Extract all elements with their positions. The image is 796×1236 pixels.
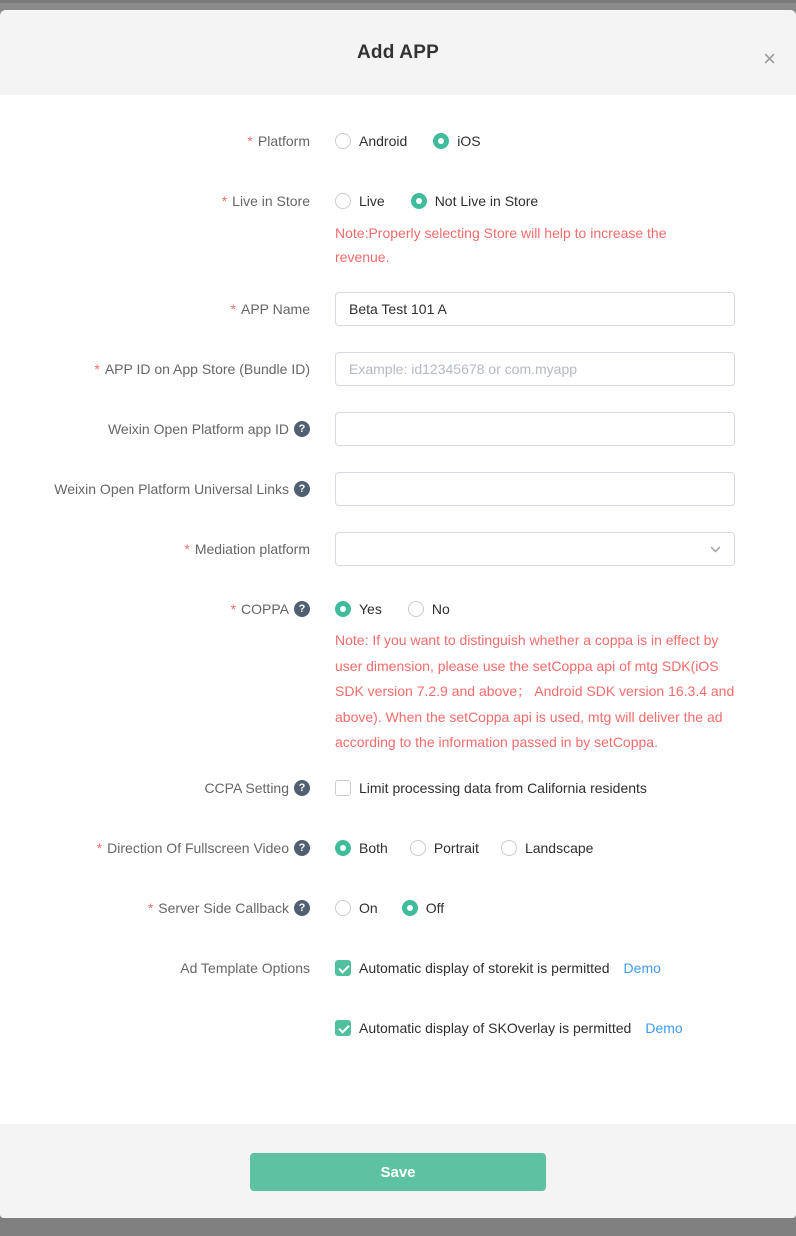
mediation-platform-row — [0, 532, 796, 566]
help-icon[interactable]: ? — [294, 900, 310, 916]
app-id-label: * APP ID on App Store (Bundle ID) — [94, 361, 310, 377]
modal-header — [0, 10, 796, 95]
server-callback-label: * Server Side Callback ? — [0, 898, 310, 918]
live-in-store-row — [0, 191, 796, 269]
help-icon[interactable]: ? — [294, 780, 310, 796]
coppa-row — [0, 599, 796, 756]
required-marker: * — [247, 133, 253, 149]
chevron-down-icon — [709, 543, 722, 556]
radio-selected-icon — [335, 601, 351, 617]
direction-label: * Direction Of Fullscreen Video ? — [0, 838, 310, 858]
app-id-row — [0, 352, 796, 386]
weixin-universal-links-row — [0, 472, 796, 506]
radio-unselected-icon — [335, 133, 351, 149]
checkbox-checked-icon — [335, 1020, 351, 1036]
storekit-demo-link[interactable]: Demo — [623, 959, 661, 976]
modal-footer — [0, 1124, 796, 1218]
radio-label: Android — [359, 133, 408, 149]
skoverlay-demo-link[interactable]: Demo — [645, 1019, 683, 1036]
mediation-platform-label: * Mediation platform — [184, 541, 310, 557]
required-marker: * — [184, 541, 190, 557]
radio-unselected-icon — [410, 840, 426, 856]
coppa-note: Note: If you want to distinguish whether a coppa is in effect by user dimension, please use the setCoppa api of mtg SDK(iOS SDK version 7.2.9 and above； Android SDK version 16.3.4 and above). When the setCoppa api is used, mtg will deliver the ad according to the information passed in by setCoppa. — [335, 632, 735, 750]
ad-template-label: Ad Template Options — [180, 959, 310, 976]
help-icon[interactable]: ? — [294, 601, 310, 617]
ccpa-row — [0, 778, 796, 798]
help-icon[interactable]: ? — [294, 421, 310, 437]
coppa-label: * COPPA ? — [0, 599, 310, 619]
server-callback-option-on[interactable] — [335, 900, 378, 916]
weixin-universal-links-input[interactable] — [335, 472, 735, 506]
server-callback-row — [0, 898, 796, 918]
close-icon[interactable]: × — [763, 46, 776, 71]
direction-option-portrait[interactable] — [410, 840, 479, 856]
app-name-row — [0, 292, 796, 326]
required-marker: * — [94, 361, 100, 377]
skoverlay-checkbox[interactable] — [335, 1020, 631, 1036]
radio-unselected-icon — [335, 900, 351, 916]
live-in-store-label: * Live in Store — [221, 193, 310, 209]
checkbox-label: Limit processing data from California residents — [359, 779, 647, 796]
radio-label: Off — [425, 899, 445, 916]
direction-row — [0, 838, 796, 858]
help-icon[interactable]: ? — [294, 840, 310, 856]
page-bottom-strip — [0, 1218, 796, 1236]
radio-label: iOS — [457, 133, 481, 149]
checkbox-label: Automatic display of storekit is permitted — [359, 959, 610, 976]
ad-template-option-storekit — [335, 958, 796, 978]
radio-selected-icon — [335, 840, 351, 856]
radio-unselected-icon — [335, 193, 351, 209]
required-marker: * — [230, 301, 236, 317]
live-option-live[interactable] — [335, 193, 385, 209]
radio-label: On — [359, 899, 378, 916]
ccpa-checkbox[interactable] — [335, 780, 647, 796]
weixin-app-id-input[interactable] — [335, 412, 735, 446]
direction-option-both[interactable] — [335, 840, 388, 856]
app-name-input[interactable] — [335, 292, 735, 326]
required-marker: * — [96, 839, 103, 856]
radio-label: Yes — [359, 601, 382, 617]
ad-template-option-skoverlay — [335, 1018, 796, 1038]
radio-selected-icon — [433, 133, 449, 149]
coppa-option-yes[interactable] — [335, 601, 382, 617]
live-in-store-note: Note:Properly selecting Store will help to increase the revenue. — [335, 225, 667, 265]
required-marker: * — [147, 899, 154, 916]
mediation-platform-select[interactable] — [335, 532, 735, 566]
storekit-checkbox[interactable] — [335, 960, 610, 976]
radio-unselected-icon — [501, 840, 517, 856]
radio-label: Both — [359, 839, 388, 856]
live-option-not-live[interactable] — [411, 193, 539, 209]
platform-option-android[interactable] — [335, 133, 407, 149]
direction-option-landscape[interactable] — [501, 840, 594, 856]
help-icon[interactable]: ? — [294, 481, 310, 497]
page-top-strip — [0, 0, 796, 10]
platform-option-ios[interactable] — [433, 133, 480, 149]
radio-unselected-icon — [408, 601, 424, 617]
server-callback-option-off[interactable] — [402, 900, 444, 916]
ad-template-row — [0, 958, 796, 1038]
ccpa-label: CCPA Setting ? — [0, 778, 310, 798]
radio-selected-icon — [402, 900, 418, 916]
app-id-input[interactable] — [335, 352, 735, 386]
modal-body — [0, 95, 796, 1124]
platform-row — [0, 131, 796, 151]
required-marker: * — [221, 193, 228, 209]
required-marker: * — [230, 601, 237, 617]
weixin-universal-links-label: Weixin Open Platform Universal Links ? — [0, 472, 310, 506]
radio-label: Not Live in Store — [434, 193, 539, 209]
platform-label: * Platform — [247, 133, 310, 149]
radio-label: No — [431, 601, 450, 617]
checkbox-label: Automatic display of SKOverlay is permitted — [359, 1019, 632, 1036]
weixin-app-id-row — [0, 412, 796, 446]
checkbox-unchecked-icon — [335, 780, 351, 796]
radio-selected-icon — [411, 193, 427, 209]
coppa-option-no[interactable] — [408, 601, 450, 617]
weixin-app-id-label: Weixin Open Platform app ID ? — [0, 412, 310, 446]
save-button[interactable]: Save — [250, 1153, 546, 1191]
checkbox-checked-icon — [335, 960, 351, 976]
radio-label: Landscape — [524, 839, 594, 856]
modal-title: Add APP — [357, 41, 439, 63]
radio-label: Portrait — [433, 839, 479, 856]
radio-label: Live — [359, 193, 385, 209]
app-name-label: * APP Name — [230, 301, 310, 317]
add-app-modal — [0, 10, 796, 1218]
